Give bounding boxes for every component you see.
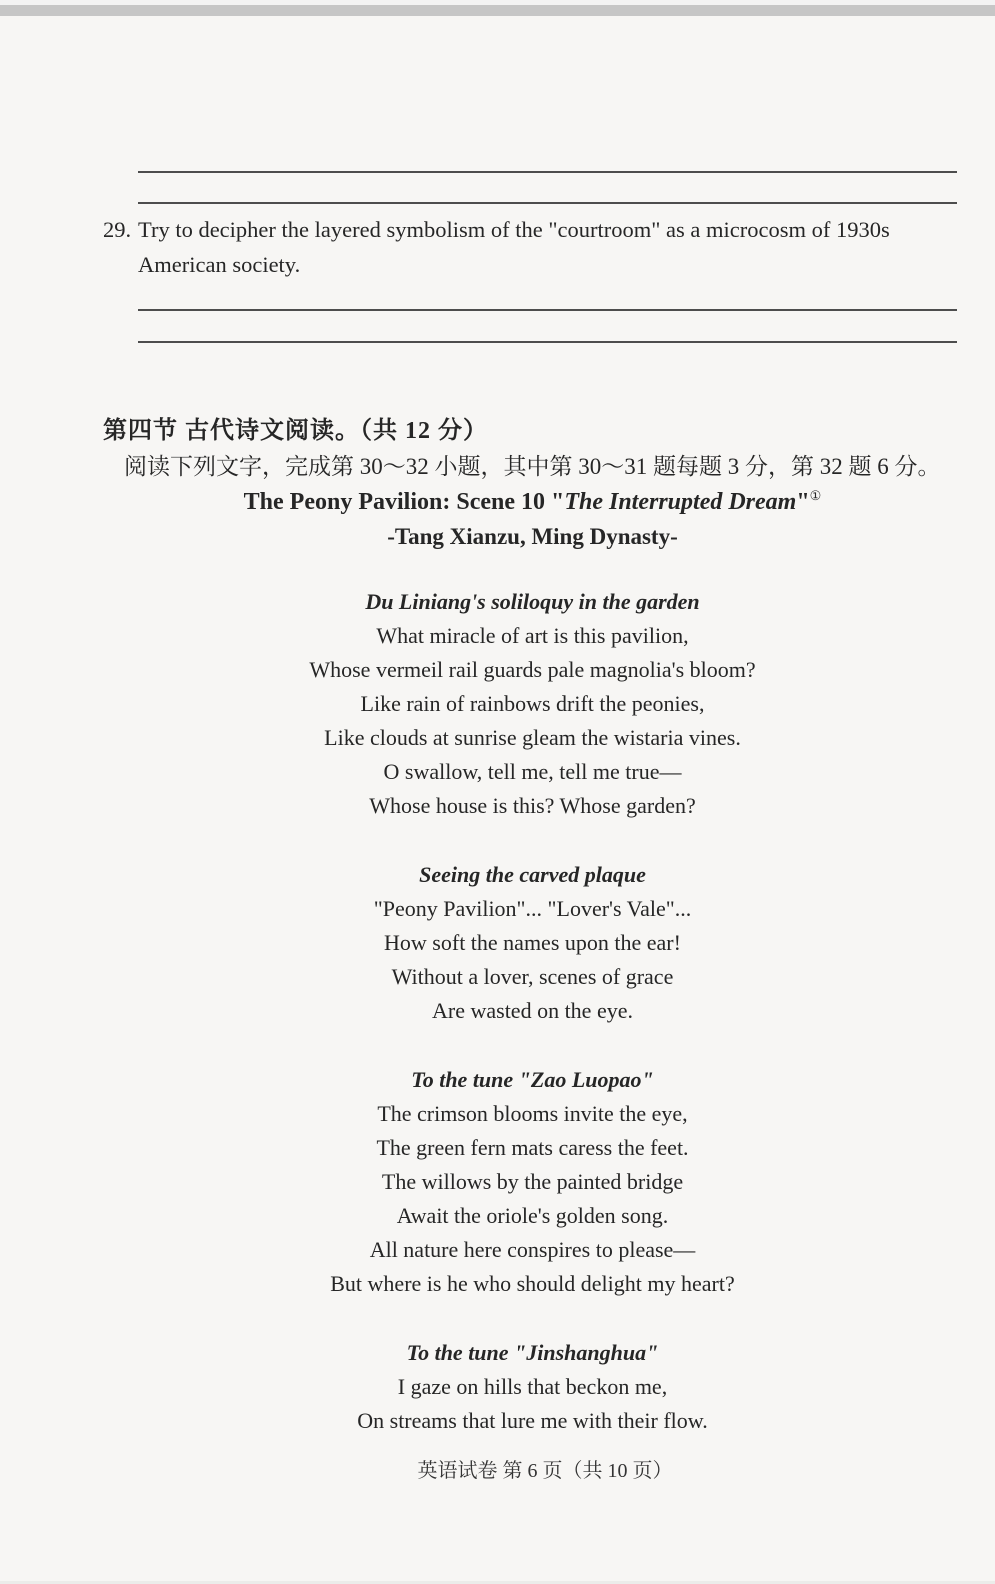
footnote-mark: ① <box>809 488 822 503</box>
stanza-heading: To the tune "Zao Luopao" <box>411 1067 654 1092</box>
answer-line-2 <box>138 202 957 204</box>
stanza-jinshanghua <box>70 1336 995 1438</box>
section-instructions: 阅读下列文字，完成第 30～32 小题，其中第 30～31 题每题 3 分，第 32 题 6 分。 <box>124 454 941 479</box>
poem-line: Await the oriole's golden song. <box>396 1203 669 1228</box>
poem-line: But where is he who should delight my heart? <box>330 1271 735 1296</box>
stanza-heading: To the tune "Jinshanghua" <box>406 1340 659 1365</box>
page-footer: 英语试卷 第 6 页（共 10 页） <box>417 1460 673 1482</box>
poem-body <box>70 585 995 1438</box>
stanza-heading: Seeing the carved plaque <box>419 862 646 887</box>
answer-line-4 <box>138 341 957 343</box>
poem-line: Whose house is this? Whose garden? <box>369 793 696 818</box>
poem-title-prefix: The Peony Pavilion: Scene 10 " <box>243 489 565 515</box>
answer-line-3 <box>138 309 957 311</box>
poem-line: Whose vermeil rail guards pale magnolia's bloom? <box>309 657 756 682</box>
poem-line: Like rain of rainbows drift the peonies, <box>360 691 705 716</box>
poem-title-italic: The Interrupted Dream <box>564 489 797 515</box>
poem-line: Like clouds at sunrise gleam the wistaria vines. <box>324 725 741 750</box>
poem-line: Without a lover, scenes of grace <box>391 964 674 989</box>
poem-line: Are wasted on the eye. <box>432 998 633 1023</box>
poem-title <box>70 487 995 517</box>
answer-line-1 <box>138 171 957 173</box>
stanza-zao-luopao <box>70 1063 995 1301</box>
poem-line: O swallow, tell me, tell me true— <box>383 759 682 784</box>
question-29-text: Try to decipher the layered symbolism of the "courtroom" as a microcosm of 1930s American society. <box>138 217 890 277</box>
poem-line: All nature here conspires to please— <box>369 1237 696 1262</box>
stanza-heading: Du Liniang's soliloquy in the garden <box>365 589 700 614</box>
stanza-plaque <box>70 858 995 1028</box>
poem-line: What miracle of art is this pavilion, <box>376 623 689 648</box>
question-29-number: 29. <box>103 217 132 242</box>
poem-line: The willows by the painted bridge <box>381 1169 684 1194</box>
stanza-soliloquy <box>70 585 995 823</box>
poem-line: The green fern mats caress the feet. <box>376 1135 689 1160</box>
poem-line: The crimson blooms invite the eye, <box>377 1101 688 1126</box>
question-29 <box>103 212 905 282</box>
poem-line: On streams that lure me with their flow. <box>357 1408 708 1433</box>
poem-line: I gaze on hills that beckon me, <box>397 1374 668 1399</box>
poem-title-suffix: " <box>796 489 810 515</box>
top-edge-bar <box>0 5 995 16</box>
section-heading: 第四节 古代诗文阅读。（共 12 分） <box>103 418 488 444</box>
poem-byline: -Tang Xianzu, Ming Dynasty- <box>387 524 678 549</box>
poem-line: "Peony Pavilion"... "Lover's Vale"... <box>373 896 692 921</box>
poem-line: How soft the names upon the ear! <box>384 930 681 955</box>
